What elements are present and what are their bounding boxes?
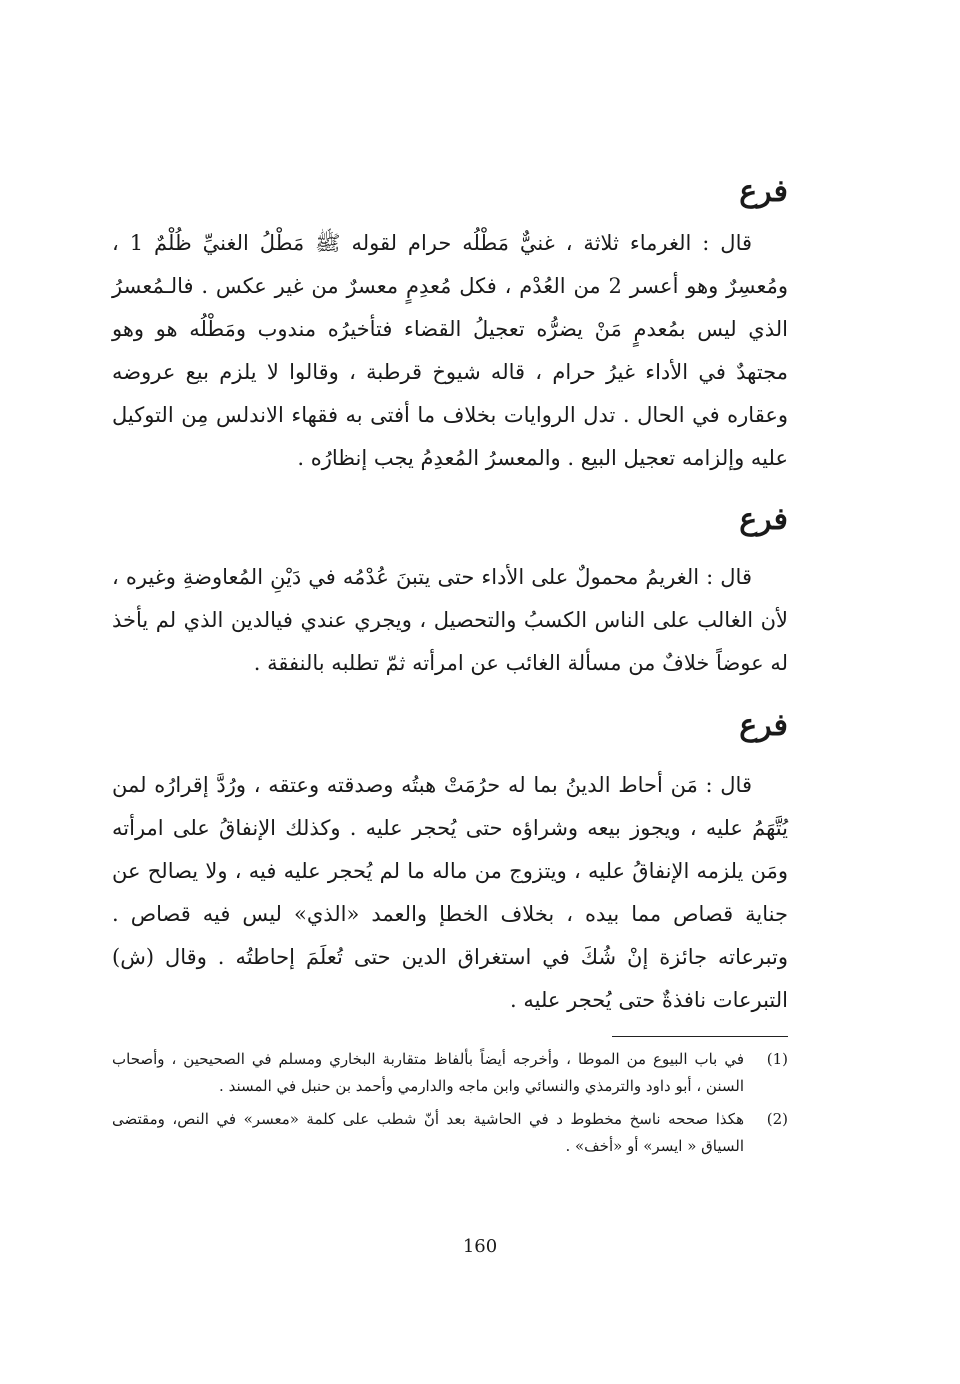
footnotes [112, 1046, 788, 1166]
footnote-text: هكذا صححه ناسخ مخطوط د في الحاشية بعد أنّ شطب على كلمة «معسر» في النص، ومقتضى السياق « ايسر» أو «أخف» . [112, 1110, 744, 1155]
section-heading-2: فرع [739, 502, 788, 537]
footnote-separator [612, 1036, 788, 1037]
paragraph-2: قال : الغريمُ محمولٌ على الأداء حتى يتبنَ عُدْمُه في دَيْنِ المُعاوضةِ وغيره ، لأن الغالب على الناس الكسبُ والتحصيل ، ويجري عندي فيالدين الذي لم يأخذ له عوضاً خلافٌ من مسألة الغائب عن امرأته ثمّ تطلبه بالنفقة . [112, 565, 788, 675]
footnote-1 [112, 1046, 788, 1100]
section-heading-1: فرع [739, 174, 788, 209]
section-body-2 [112, 556, 788, 685]
paragraph-1: قال : الغرماء ثلاثة ، غنيٌّ مَطْلُه حرام لقوله ﷺ مَطْلُ الغنيِّ ظُلْمٌ 1 ، ومُعسِرٌ وهو أعسر 2 من العُدْم ، فكل مُعدِمٍ معسرٌ من غير عكس . فالـمُعسرُ الذي ليس بمُعدمٍ مَنْ يضرُّه تعجيلُ القضاء فتأخيرُه مندوب ومَطْلُه هو وهو مجتهدٌ في الأداء غيرُ حرام ، قاله شيوخ قرطبة ، وقالوا لا يلزم بيع عروضه وعقاره في الحال . تدل الروايات بخلاف ما أفتى به فقهاء الاندلس مِن التوكيل عليه وإلزامه تعجيل البيع . والمعسرُ المُعدِمُ يجب إنظارُه . [112, 231, 788, 470]
section-body-3 [112, 764, 788, 1022]
paragraph-3: قال : مَن أحاط الدينُ بما له حرُمَتْ هبتُه وصدقته وعتقه ، ورُدَّ إقرارُه لمن يُتَّهَمُ عليه ، ويجوز بيعه وشراؤه حتى يُحجر عليه . وكذلك الإنفاقُ على امرأته ومَن يلزمه الإنفاقُ عليه ، ويتزوج من ماله ما لم يُحجر عليه فيه ، ولا يصالح عن جناية قصاص مما بيده ، بخلاف الخطإ والعمد «الذي» ليس فيه قصاص . وتبرعاته جائزة إنْ شُكَ في استغراق الدين حتى تُعلَمَ إحاطتُه . وقال (ش) التبرعات نافذةٌ حتى يُحجر عليه . [112, 773, 788, 1012]
footnote-2 [112, 1106, 788, 1160]
footnote-number: (1) [766, 1050, 788, 1068]
footnote-number: (2) [766, 1110, 788, 1128]
section-heading-3: فرع [739, 708, 788, 743]
footnote-text: في باب البيوع من الموطا ، وأخرجه أيضاً بألفاظ متقاربة البخاري ومسلم في الصحيحين ، وأصحاب السنن ، أبو داود والترمذي والنسائي وابن ماجه والدارمي وأحمد بن حنبل في المسند . [112, 1050, 744, 1095]
section-body-1 [112, 222, 788, 480]
page-number: 160 [462, 1236, 498, 1257]
